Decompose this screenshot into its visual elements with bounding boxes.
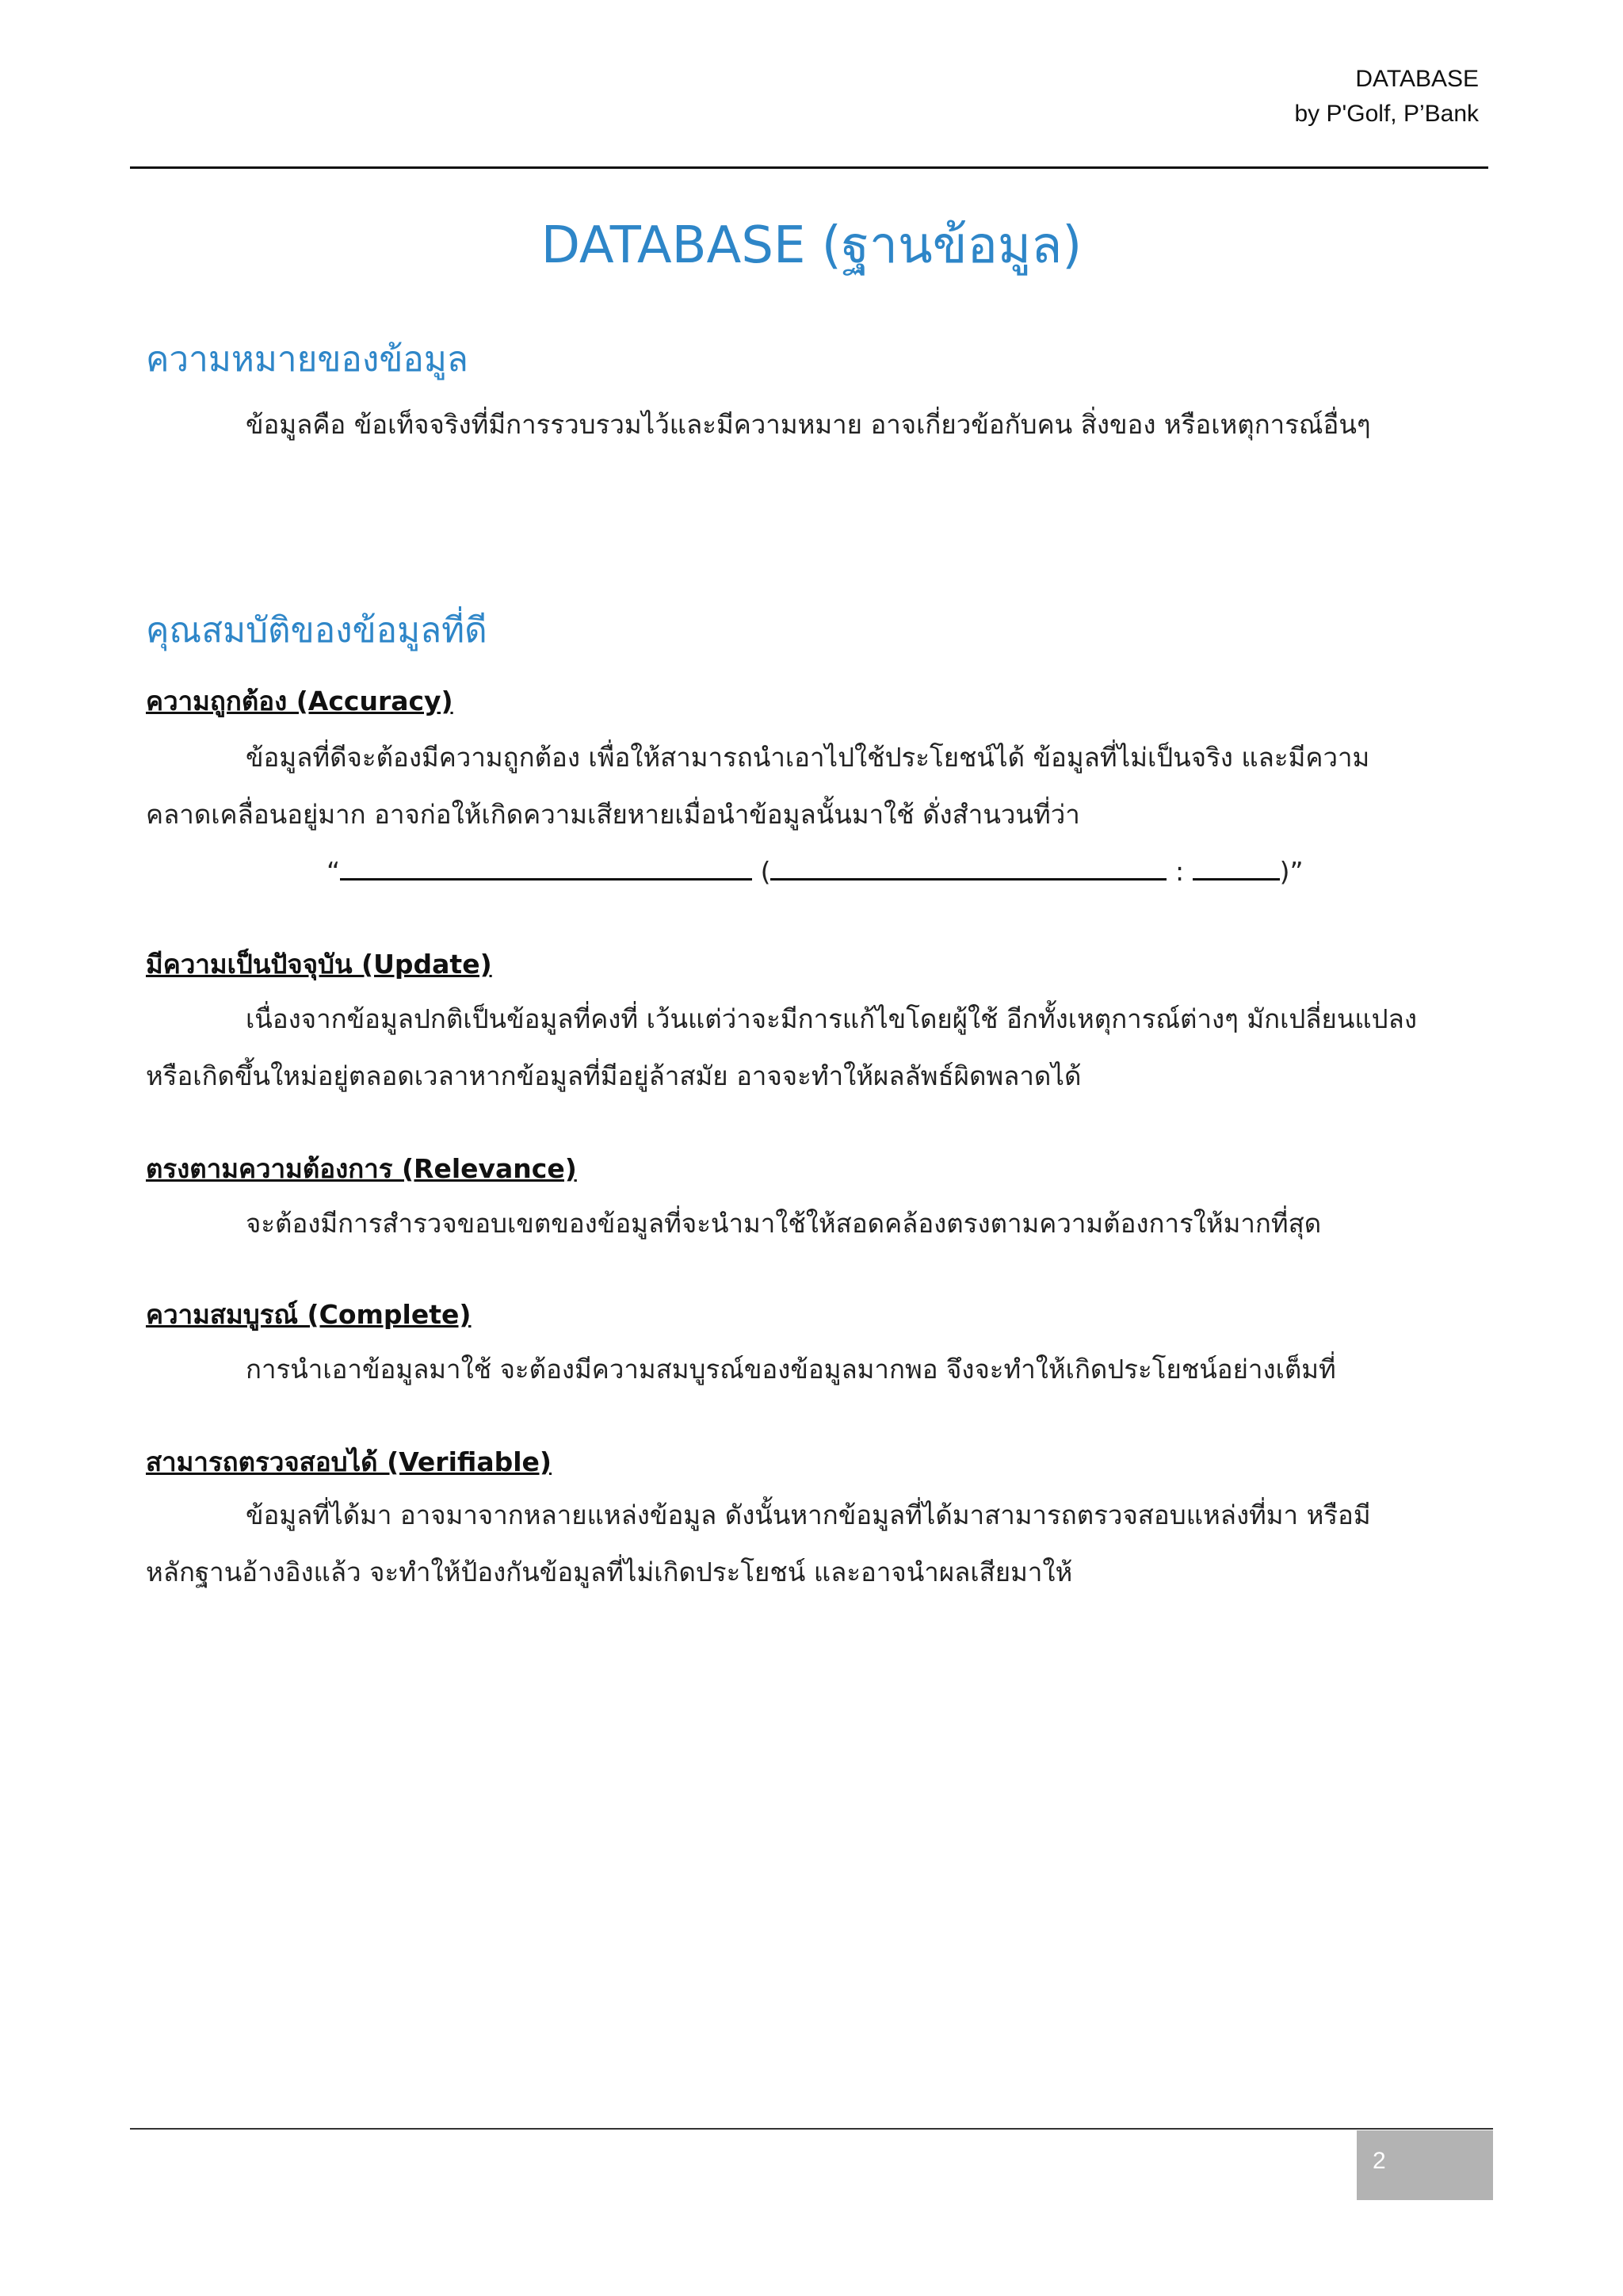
reference-blank xyxy=(1193,854,1280,881)
heading-update: มีความเป็นปัจจุบัน (Update) xyxy=(146,949,492,980)
heading-verifiable: สามารถตรวจสอบได้ (Verifiable) xyxy=(146,1446,552,1477)
source-blank xyxy=(770,854,1167,881)
document-title: DATABASE (ฐานข้อมูล) xyxy=(540,216,1083,275)
complete-paragraph: การนำเอาข้อมูลมาใช้ จะต้องมีความสมบูรณ์ของข้อมูลมากพอ จึงจะทำให้เกิดประโยชน์อย่างเต็มที่ xyxy=(246,1354,1336,1385)
page-header xyxy=(1295,62,1480,132)
heading-relevance: ตรงตามความต้องการ (Relevance) xyxy=(146,1153,577,1184)
update-paragraph: เนื่องจากข้อมูลปกติเป็นข้อมูลที่คงที่ เว้นแต่ว่าจะมีการแก้ไขโดยผู้ใช้ อีกทั้งเหตุการณ์ต่างๆ มักเปลี่ยนแปลง หรือเกิดขึ้นใหม่อยู่ตลอดเวลาหากข้อมูลที่มีอยู่ล้าสมัย อาจจะทำให้ผลลัพธ์ผิดพลาดได้ xyxy=(146,1003,1417,1091)
section-heading-properties: คุณสมบัติของข้อมูลที่ดี xyxy=(146,610,487,651)
proverb-blank xyxy=(340,854,752,881)
proverb-fill-in-line: “ ( : )” xyxy=(327,856,1304,887)
page-number: 2 xyxy=(1373,2148,1386,2174)
heading-complete: ความสมบูรณ์ (Complete) xyxy=(146,1299,472,1330)
verifiable-paragraph: ข้อมูลที่ได้มา อาจมาจากหลายแหล่งข้อมูล ดังนั้นหากข้อมูลที่ได้มาสามารถตรวจสอบแหล่งที่มา หรือมี หลักฐานอ้างอิงแล้ว จะทำให้ป้องกันข้อมูลที่ไม่เกิดประโยชน์ และอาจนำผลเสียมาให้ xyxy=(146,1499,1371,1587)
header-divider xyxy=(130,166,1488,169)
header-authors: by P'Golf, P’Bank xyxy=(1294,101,1479,127)
meaning-paragraph: ข้อมูลคือ ข้อเท็จจริงที่มีการรวบรวมไว้และมีความหมาย อาจเกี่ยวข้อกับคน สิ่งของ หรือเหตุการณ์อื่นๆ xyxy=(246,409,1371,440)
page-number-box xyxy=(1357,2130,1493,2200)
accuracy-paragraph: ข้อมูลที่ดีจะต้องมีความถูกต้อง เพื่อให้สามารถนำเอาไปใช้ประโยชน์ได้ ข้อมูลที่ไม่เป็นจริง และมีความ คลาดเคลื่อนอยู่มาก อาจก่อให้เกิดความเสียหายเมื่อนำข้อมูลนั้นมาใช้ ดั่งสำนวนที่ว่า xyxy=(146,742,1370,830)
footer-divider xyxy=(130,2128,1493,2130)
section-heading-meaning: ความหมายของข้อมูล xyxy=(146,339,468,380)
header-title: DATABASE xyxy=(1355,66,1479,92)
heading-accuracy: ความถูกต้อง (Accuracy) xyxy=(146,686,453,716)
relevance-paragraph: จะต้องมีการสำรวจขอบเขตของข้อมูลที่จะนำมาใช้ให้สอดคล้องตรงตามความต้องการให้มากที่สุด xyxy=(246,1208,1322,1239)
